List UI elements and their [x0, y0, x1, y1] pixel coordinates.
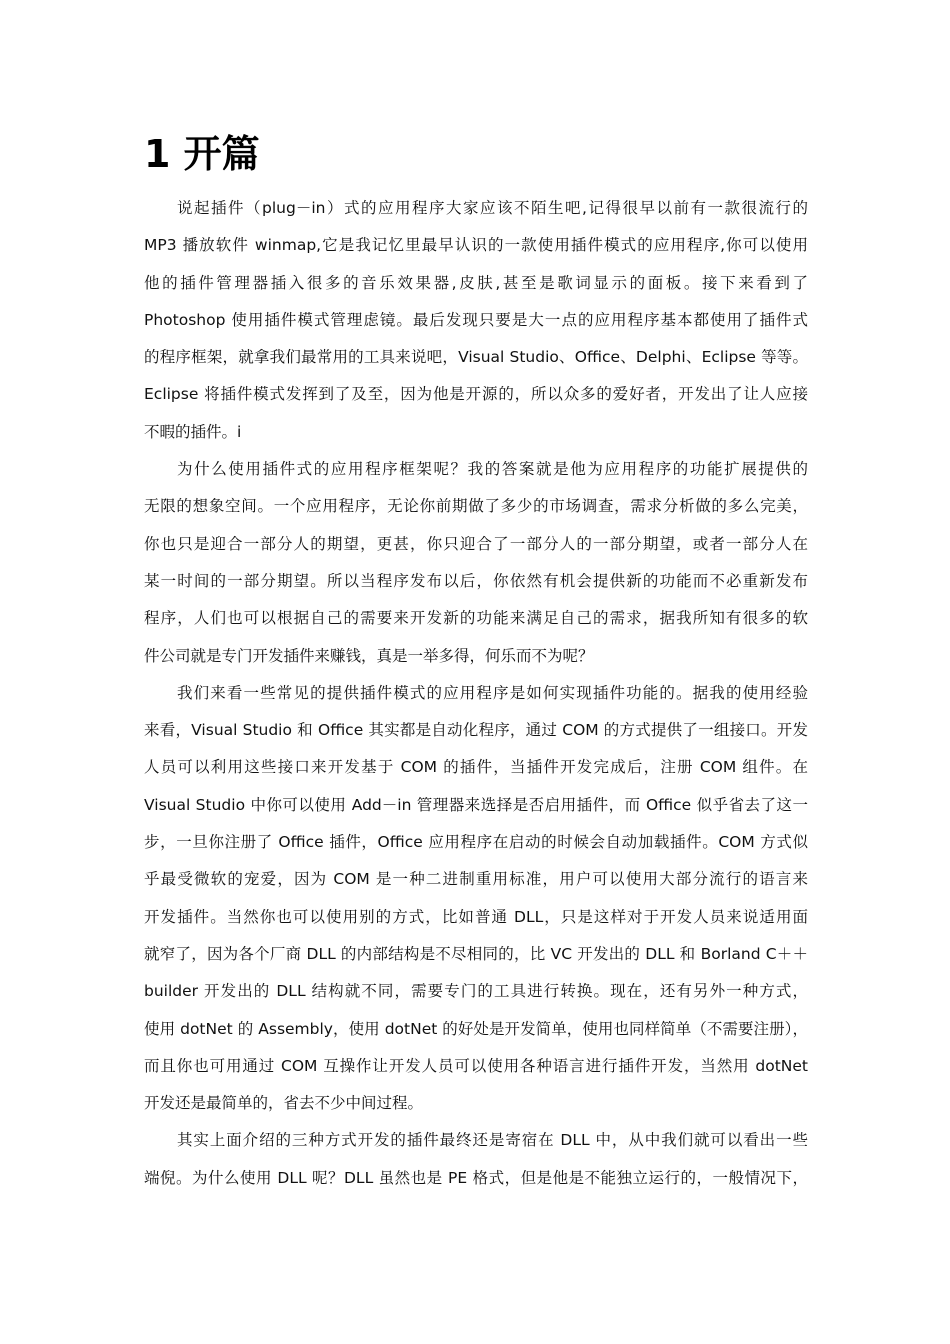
text-line: 不暇的插件。i [144, 422, 242, 441]
paragraph-3 [144, 675, 808, 1123]
text-line: 开发还是最简单的，省去不少中间过程。 [144, 1094, 424, 1113]
text-line: 我们来看一些常见的提供插件模式的应用程序是如何实现插件功能的。据我的使用经验 [177, 683, 808, 702]
text-line: 他的插件管理器插入很多的音乐效果器,皮肤,甚至是歌词显示的面板。接下来看到了 [144, 273, 808, 292]
text-line: 你也只是迎合一部分人的期望，更甚，你只迎合了一部分人的一部分期望，或者一部分人在 [144, 534, 808, 553]
text-line: 无限的想象空间。一个应用程序，无论你前期做了多少的市场调查，需求分析做的多么完美， [144, 497, 808, 516]
paragraph-2 [144, 451, 808, 675]
text-line: Photoshop 使用插件模式管理虑镜。最后发现只要是大一点的应用程序基本都使用了插件式 [144, 310, 808, 329]
text-line: 为什么使用插件式的应用程序框架呢？我的答案就是他为应用程序的功能扩展提供的 [177, 460, 808, 479]
text-line: 而且你也可用通过 COM 互操作让开发人员可以使用各种语言进行插件开发，当然用 dotNet [144, 1056, 808, 1075]
text-line: 开发插件。当然你也可以使用别的方式，比如普通 DLL，只是这样对于开发人员来说适用面 [144, 907, 808, 926]
text-line: Visual Studio 中你可以使用 Add－in 管理器来选择是否启用插件，而 Office 似乎省去了这一 [144, 795, 808, 814]
body-text [144, 190, 808, 1197]
text-line: 某一时间的一部分期望。所以当程序发布以后，你依然有机会提供新的功能而不必重新发布 [144, 571, 808, 590]
text-line: 使用 dotNet 的 Assembly，使用 dotNet 的好处是开发简单，使用也同样简单（不需要注册）， [144, 1019, 808, 1038]
text-line: 人员可以利用这些接口来开发基于 COM 的插件，当插件开发完成后，注册 COM 组件。在 [144, 758, 808, 777]
text-line: 就窄了，因为各个厂商 DLL 的内部结构是不尽相同的，比 VC 开发出的 DLL 和 Borland C＋＋ [144, 944, 808, 963]
text-line: builder 开发出的 DLL 结构就不同，需要专门的工具进行转换。现在，还有另外一种方式， [144, 982, 808, 1001]
text-line: Eclipse 将插件模式发挥到了及至，因为他是开源的，所以众多的爱好者，开发出了让人应接 [144, 385, 808, 404]
text-line: 说起插件（plug－in）式的应用程序大家应该不陌生吧,记得很早以前有一款很流行的 [177, 199, 808, 217]
text-line: 的程序框架，就拿我们最常用的工具来说吧，Visual Studio、Office、Delphi、Eclipse 等等。 [144, 348, 808, 367]
text-line: MP3 播放软件 winmap,它是我记忆里最早认识的一款使用插件模式的应用程序,你可以使用 [144, 236, 808, 255]
text-line: 步，一旦你注册了 Office 插件，Office 应用程序在启动的时候会自动加载插件。COM 方式似 [144, 833, 808, 852]
section-heading: 1 开篇 [144, 132, 260, 176]
paragraph-1 [144, 190, 808, 451]
text-line: 其实上面介绍的三种方式开发的插件最终还是寄宿在 DLL 中，从中我们就可以看出一些 [177, 1131, 808, 1150]
text-line: 端倪。为什么使用 DLL 呢？DLL 虽然也是 PE 格式，但是他是不能独立运行的，一般情况下， [144, 1168, 808, 1187]
text-line: 来看，Visual Studio 和 Office 其实都是自动化程序，通过 COM 的方式提供了一组接口。开发 [144, 721, 808, 740]
text-line: 程序，人们也可以根据自己的需要来开发新的功能来满足自己的需求，据我所知有很多的软 [144, 609, 808, 628]
paragraph-4 [144, 1122, 808, 1197]
text-line: 乎最受微软的宠爱，因为 COM 是一种二进制重用标准，用户可以使用大部分流行的语言来 [144, 870, 808, 889]
text-line: 件公司就是专门开发插件来赚钱，真是一举多得，何乐而不为呢？ [144, 646, 594, 665]
